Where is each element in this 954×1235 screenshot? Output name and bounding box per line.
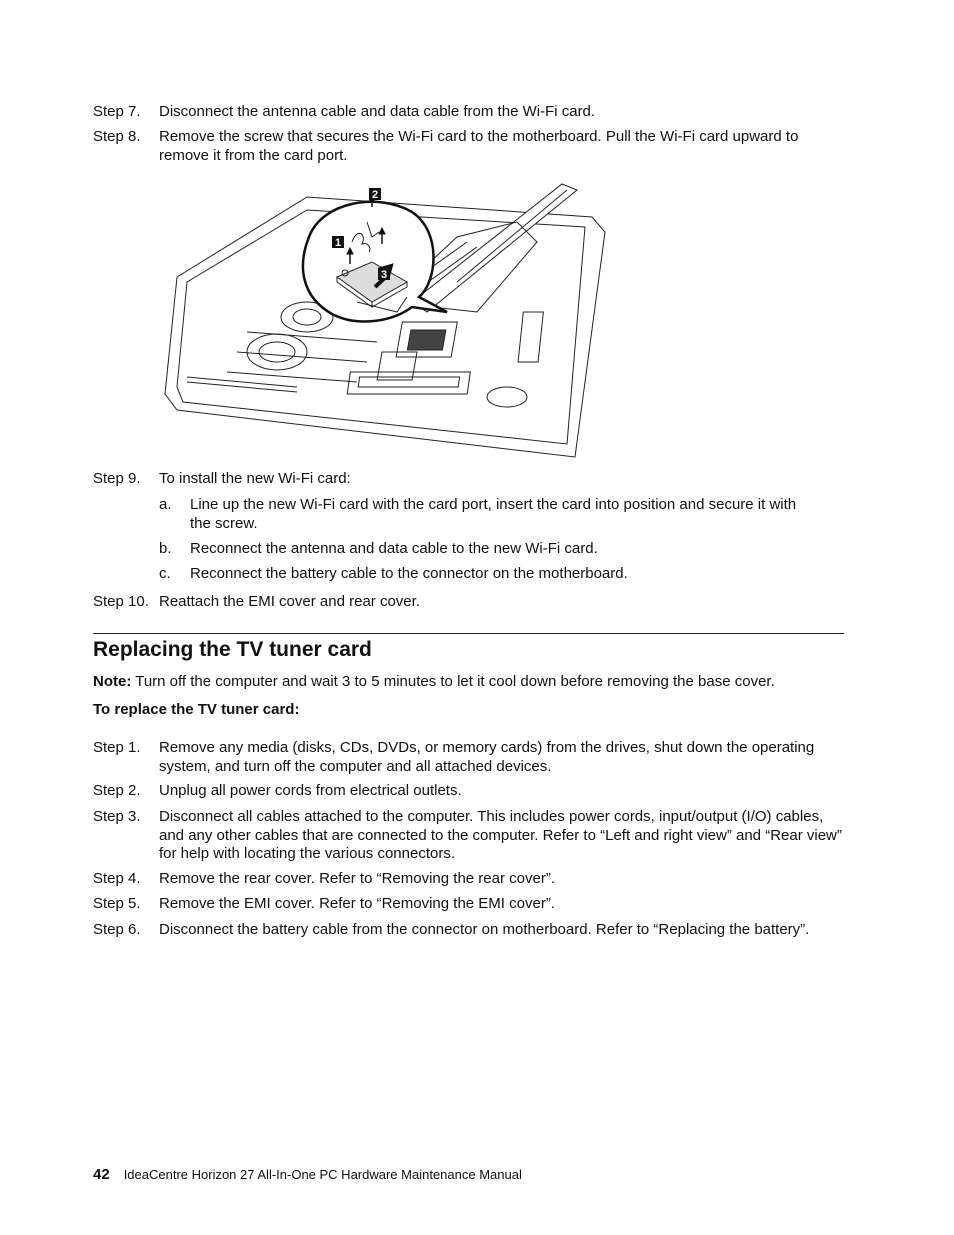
step-number: Step 8.	[93, 128, 141, 145]
step-text: To install the new Wi-Fi card:	[159, 470, 351, 487]
step-text: Reattach the EMI cover and rear cover.	[159, 593, 420, 610]
step-number: Step 3.	[93, 808, 141, 825]
wifi-card-removal-figure	[157, 182, 607, 464]
step-text: Unplug all power cords from electrical outlets.	[159, 782, 462, 799]
step-text: Disconnect the battery cable from the connector on motherboard. Refer to “Replacing the battery”.	[159, 921, 810, 938]
step-number: Step 10.	[93, 593, 149, 610]
step-text: Remove the EMI cover. Refer to “Removing the EMI cover”.	[159, 895, 555, 912]
motherboard-illustration	[157, 182, 607, 464]
step-number: Step 7.	[93, 103, 141, 120]
substep-letter: c.	[159, 565, 171, 582]
step-number: Step 9.	[93, 470, 141, 487]
note	[93, 673, 853, 690]
page-number: 42	[93, 1166, 110, 1183]
step-text: Disconnect the antenna cable and data cable from the Wi-Fi card.	[159, 103, 596, 120]
callout-3	[378, 268, 390, 281]
step-number: Step 4.	[93, 870, 141, 887]
procedure-label: To replace the TV tuner card:	[93, 701, 300, 718]
substep-text: Line up the new Wi-Fi card with the card port, insert the card into position and secure it with the screw.	[190, 496, 797, 532]
callout-3-label: 3	[380, 269, 388, 281]
step-text: Remove any media (disks, CDs, DVDs, or memory cards) from the drives, shut down the operating system, and turn off the computer and all attached devices.	[159, 739, 815, 775]
substep-letter: b.	[159, 540, 172, 557]
callout-2	[369, 188, 381, 201]
step-number: Step 1.	[93, 739, 141, 756]
step-number: Step 5.	[93, 895, 141, 912]
note-text: Turn off the computer and wait 3 to 5 minutes to let it cool down before removing the base cover.	[131, 673, 775, 690]
manual-title: IdeaCentre Horizon 27 All-In-One PC Hardware Maintenance Manual	[123, 1167, 522, 1182]
substep-text: Reconnect the battery cable to the connector on the motherboard.	[190, 565, 628, 582]
substep-letter: a.	[159, 496, 172, 513]
substep-text: Reconnect the antenna and data cable to the new Wi-Fi card.	[190, 540, 598, 557]
callout-1-label: 1	[334, 237, 342, 249]
page-footer	[93, 1166, 522, 1183]
callout-1	[332, 236, 344, 249]
step-number: Step 6.	[93, 921, 141, 938]
section-divider	[93, 633, 844, 634]
step-text: Remove the rear cover. Refer to “Removing the rear cover”.	[159, 870, 555, 887]
note-label: Note:	[93, 673, 132, 690]
step-number: Step 2.	[93, 782, 141, 799]
callout-2-label: 2	[371, 189, 379, 201]
step-text: Remove the screw that secures the Wi-Fi card to the motherboard. Pull the Wi-Fi card upward to remove it from the card port.	[159, 128, 799, 164]
step-text: Disconnect all cables attached to the computer. This includes power cords, input/output (I/O) cables, and any other cables that are connected to the computer. Refer to “Left and right view” and “Rear view” for help with locating the various connectors.	[159, 808, 842, 862]
section-heading: Replacing the TV tuner card	[93, 638, 372, 661]
